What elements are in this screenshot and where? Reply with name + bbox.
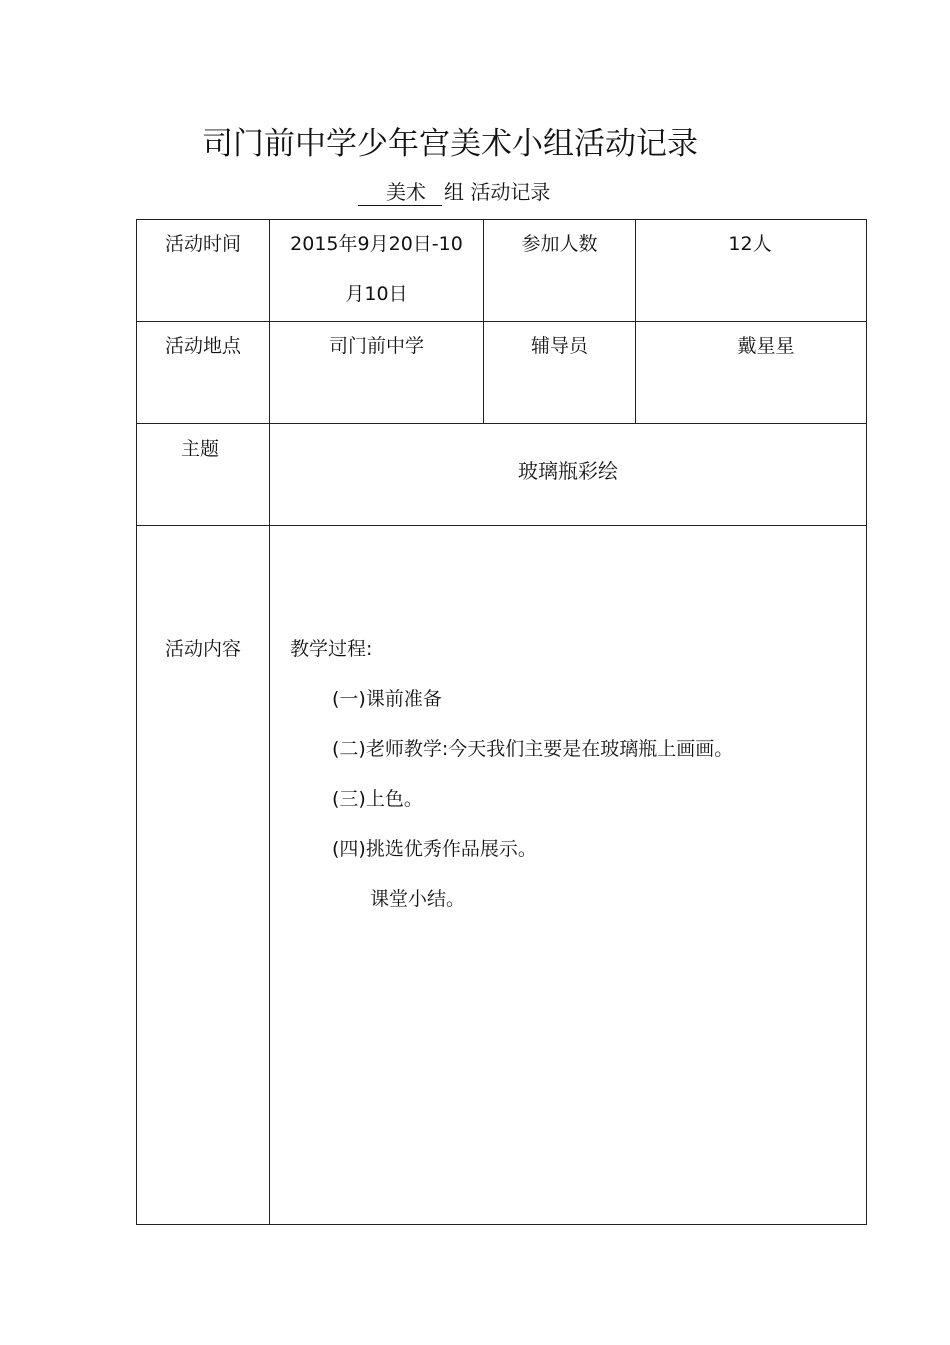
- theme-label: 主题: [180, 438, 219, 460]
- table-row: [137, 526, 867, 1225]
- theme-value: 玻璃瓶彩绘: [518, 459, 618, 483]
- participants-label-cell: [484, 220, 636, 322]
- content-heading: 教学过程:: [290, 638, 373, 660]
- group-name: 美术: [358, 179, 442, 206]
- table-row: [137, 220, 867, 322]
- document-title: 司门前中学少年宫美术小组活动记录: [202, 126, 698, 162]
- time-value-cell: [270, 220, 484, 322]
- content-label: 活动内容: [164, 638, 241, 660]
- tutor-value: 戴星星: [737, 335, 795, 357]
- content-step-4: (四)挑选优秀作品展示。: [332, 838, 537, 860]
- table-row: [137, 322, 867, 424]
- content-label-cell: [137, 526, 270, 1225]
- subtitle-suffix: 组 活动记录: [444, 180, 551, 204]
- time-value: [270, 208, 483, 319]
- theme-value-cell: [270, 424, 867, 526]
- theme-label-cell: [137, 424, 270, 526]
- tutor-value-cell: [636, 322, 867, 424]
- tutor-label: 辅导员: [530, 335, 588, 357]
- content-step-3: (三)上色。: [332, 788, 423, 810]
- location-label-cell: [137, 322, 270, 424]
- time-value-line1: 2015年9月20日-10: [290, 233, 463, 255]
- tutor-label-cell: [484, 322, 636, 424]
- content-body-cell: [270, 526, 867, 1225]
- time-value-line2: 月10日: [345, 283, 408, 305]
- document-subtitle: [358, 178, 550, 206]
- content-body: [270, 526, 866, 912]
- location-value: 司门前中学: [328, 335, 424, 357]
- time-label-cell: [137, 220, 270, 322]
- content-step-2: (二)老师教学:今天我们主要是在玻璃瓶上画画。: [332, 738, 734, 760]
- activity-record-table: [136, 219, 867, 1225]
- participants-value: 12人: [728, 233, 772, 255]
- participants-label: 参加人数: [521, 233, 598, 255]
- location-value-cell: [270, 322, 484, 424]
- time-label: 活动时间: [164, 233, 241, 255]
- content-step-1: (一)课前准备: [332, 688, 442, 710]
- participants-value-cell: [636, 220, 867, 322]
- table-row: [137, 424, 867, 526]
- content-summary: 课堂小结。: [370, 888, 466, 910]
- location-label: 活动地点: [164, 335, 241, 357]
